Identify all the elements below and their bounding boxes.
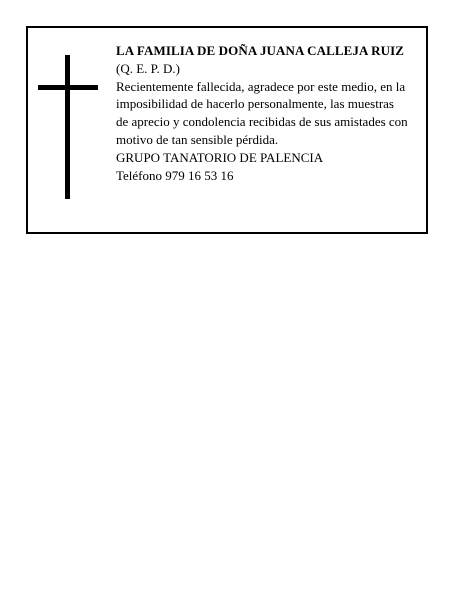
obituary-notice: [26, 26, 428, 234]
notice-body-line: de aprecio y condolencia recibidas de sus amistades con: [116, 114, 408, 130]
cross-horizontal-bar: [38, 85, 98, 90]
notice-body-line: motivo de tan sensible pérdida.: [116, 131, 279, 147]
notice-body-line: Recientemente fallecida, agradece por este medio, en la: [116, 78, 406, 94]
notice-text: [116, 42, 424, 184]
notice-body-line: imposibilidad de hacerlo personalmente, las muestras: [116, 96, 394, 112]
cross-icon: [38, 55, 98, 199]
notice-qepd: (Q. E. P. D.): [116, 60, 180, 76]
notice-title: LA FAMILIA DE DOÑA JUANA CALLEJA RUIZ: [116, 43, 405, 58]
cross-vertical-bar: [65, 55, 70, 199]
notice-organization: GRUPO TANATORIO DE PALENCIA: [116, 149, 324, 165]
notice-phone: Teléfono 979 16 53 16: [116, 167, 234, 183]
